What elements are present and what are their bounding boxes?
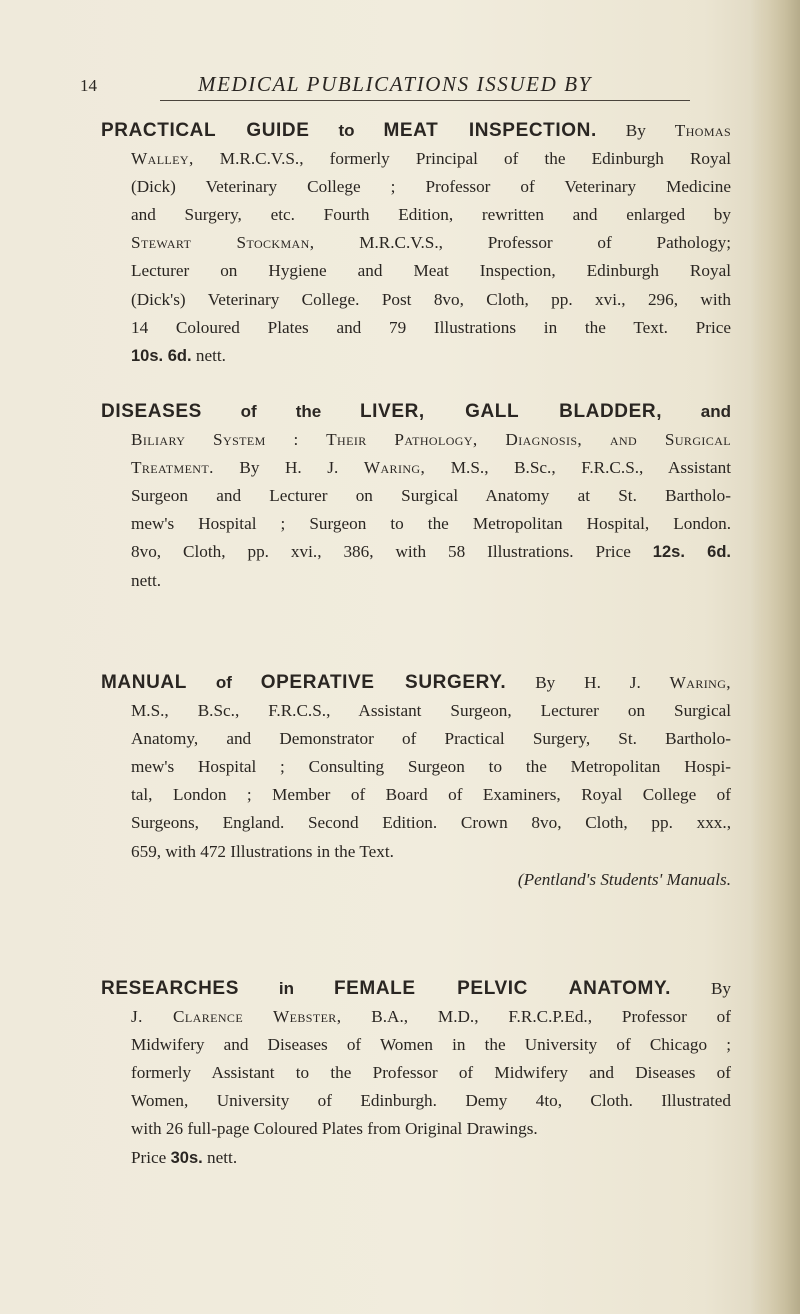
entry-title-connector: and (700, 402, 732, 421)
author-name: Waring, (669, 673, 731, 692)
author-name: J. Clarence Webster, (131, 1007, 342, 1027)
entry-line: Anatomy, and Demonstrator of Practical Surgery, St. Bartholo- (131, 729, 731, 749)
entry-text: M.R.C.V.S., formerly Principal of the Edinburgh Royal (219, 149, 731, 169)
author-name: Stewart Stockman, (131, 233, 315, 253)
entry-subtitle: Treatment. (131, 458, 214, 478)
entry-line: with 26 full-page Coloured Plates from Original Drawings. (131, 1119, 538, 1139)
entry-text: 8vo, Cloth, pp. xvi., 386, with 58 Illustrations. Price (131, 542, 631, 562)
price: 12s. 6d. (652, 543, 731, 562)
series-note: (Pentland's Students' Manuals. (517, 869, 731, 889)
publication-entry-meat-inspection (101, 117, 731, 370)
entry-line: Women, University of Edinburgh. Demy 4to, Cloth. Illustrated (131, 1091, 731, 1111)
entry-line: Midwifery and Diseases of Women in the University of Chicago ; (131, 1035, 731, 1055)
entry-line (101, 975, 731, 1003)
entry-line (101, 1003, 731, 1031)
entry-subtitle: Biliary System : Their Pathology, Diagnosis, and Surgical (131, 430, 731, 450)
entry-line: and Surgery, etc. Fourth Edition, rewritten and enlarged by (131, 205, 731, 225)
entry-line: formerly Assistant to the Professor of Midwifery and Diseases of (131, 1063, 731, 1083)
entry-line: Surgeons, England. Second Edition. Crown 8vo, Cloth, pp. xxx., (131, 813, 731, 833)
author-name: Thomas (674, 121, 732, 140)
header-rule (160, 100, 690, 101)
publication-entry-liver-diseases (101, 398, 731, 595)
author-name: Waring, (363, 458, 426, 478)
entry-title-connector: of the (240, 402, 322, 421)
entry-line (101, 669, 731, 697)
entry-line: (Dick) Veterinary College ; Professor of Veterinary Medicine (131, 177, 731, 197)
entry-line (101, 454, 731, 482)
entry-line (101, 398, 731, 426)
entry-title: RESEARCHES (101, 978, 239, 999)
entry-title-rest: FEMALE PELVIC ANATOMY. (333, 978, 672, 999)
by-text: By H. J. (535, 673, 641, 692)
entry-line: mew's Hospital ; Surgeon to the Metropolitan Hospital, London. (131, 514, 731, 534)
entry-title: DISEASES (101, 401, 202, 422)
entry-title: MANUAL (101, 672, 187, 693)
page-edge-shadow (750, 0, 800, 1314)
entry-text: Price (131, 1147, 167, 1167)
by-text: By (710, 979, 732, 998)
entry-line (101, 1144, 731, 1172)
entry-line: Surgeon and Lecturer on Surgical Anatomy at St. Bartholo- (131, 486, 731, 506)
entry-line: Lecturer on Hygiene and Meat Inspection, Edinburgh Royal (131, 261, 731, 281)
entry-line (101, 229, 731, 257)
entry-text: M.R.C.V.S., Professor of Pathology; (359, 233, 732, 253)
price: 10s. 6d. (131, 346, 192, 365)
entry-text: nett. (207, 1147, 238, 1167)
by-text: By (625, 121, 646, 140)
entry-line: 14 Coloured Plates and 79 Illustrations in the Text. Price (131, 317, 731, 337)
entry-line: M.S., B.Sc., F.R.C.S., Assistant Surgeon, Lecturer on Surgical (131, 701, 731, 721)
entry-title-rest: LIVER, GALL BLADDER, (359, 401, 663, 422)
entry-text: nett. (195, 345, 226, 365)
entry-line (101, 342, 731, 370)
entry-title: PRACTICAL GUIDE (101, 120, 310, 141)
page-header (70, 72, 720, 106)
by-text: By H. J. (239, 458, 339, 478)
publication-entry-pelvic-anatomy (101, 975, 731, 1172)
entry-line: 659, with 472 Illustrations in the Text. (131, 841, 394, 861)
entry-line: tal, London ; Member of Board of Examiners, Royal College of (131, 785, 731, 805)
entry-line: mew's Hospital ; Consulting Surgeon to the Metropolitan Hospi- (131, 757, 731, 777)
entry-title-connector: in (278, 979, 295, 998)
entry-title-connector: of (215, 673, 232, 692)
page-number: 14 (80, 76, 97, 95)
running-title: MEDICAL PUBLICATIONS ISSUED BY (198, 72, 592, 96)
publication-entry-operative-surgery (101, 669, 731, 894)
price: 30s. (170, 1148, 203, 1167)
entry-title-rest: MEAT INSPECTION. (383, 120, 597, 141)
entry-title-connector: to (338, 121, 355, 140)
entry-line (101, 538, 731, 566)
entry-line (101, 145, 731, 173)
entry-line (101, 117, 731, 145)
author-name: Walley, (131, 149, 194, 169)
entry-text: M.S., B.Sc., F.R.C.S., Assistant (450, 458, 731, 478)
entry-line: (Dick's) Veterinary College. Post 8vo, Cloth, pp. xvi., 296, with (131, 289, 731, 309)
entry-text: B.A., M.D., F.R.C.P.Ed., Professor of (371, 1007, 731, 1027)
entry-title-rest: OPERATIVE SURGERY. (260, 672, 507, 693)
entry-line: nett. (131, 570, 162, 590)
